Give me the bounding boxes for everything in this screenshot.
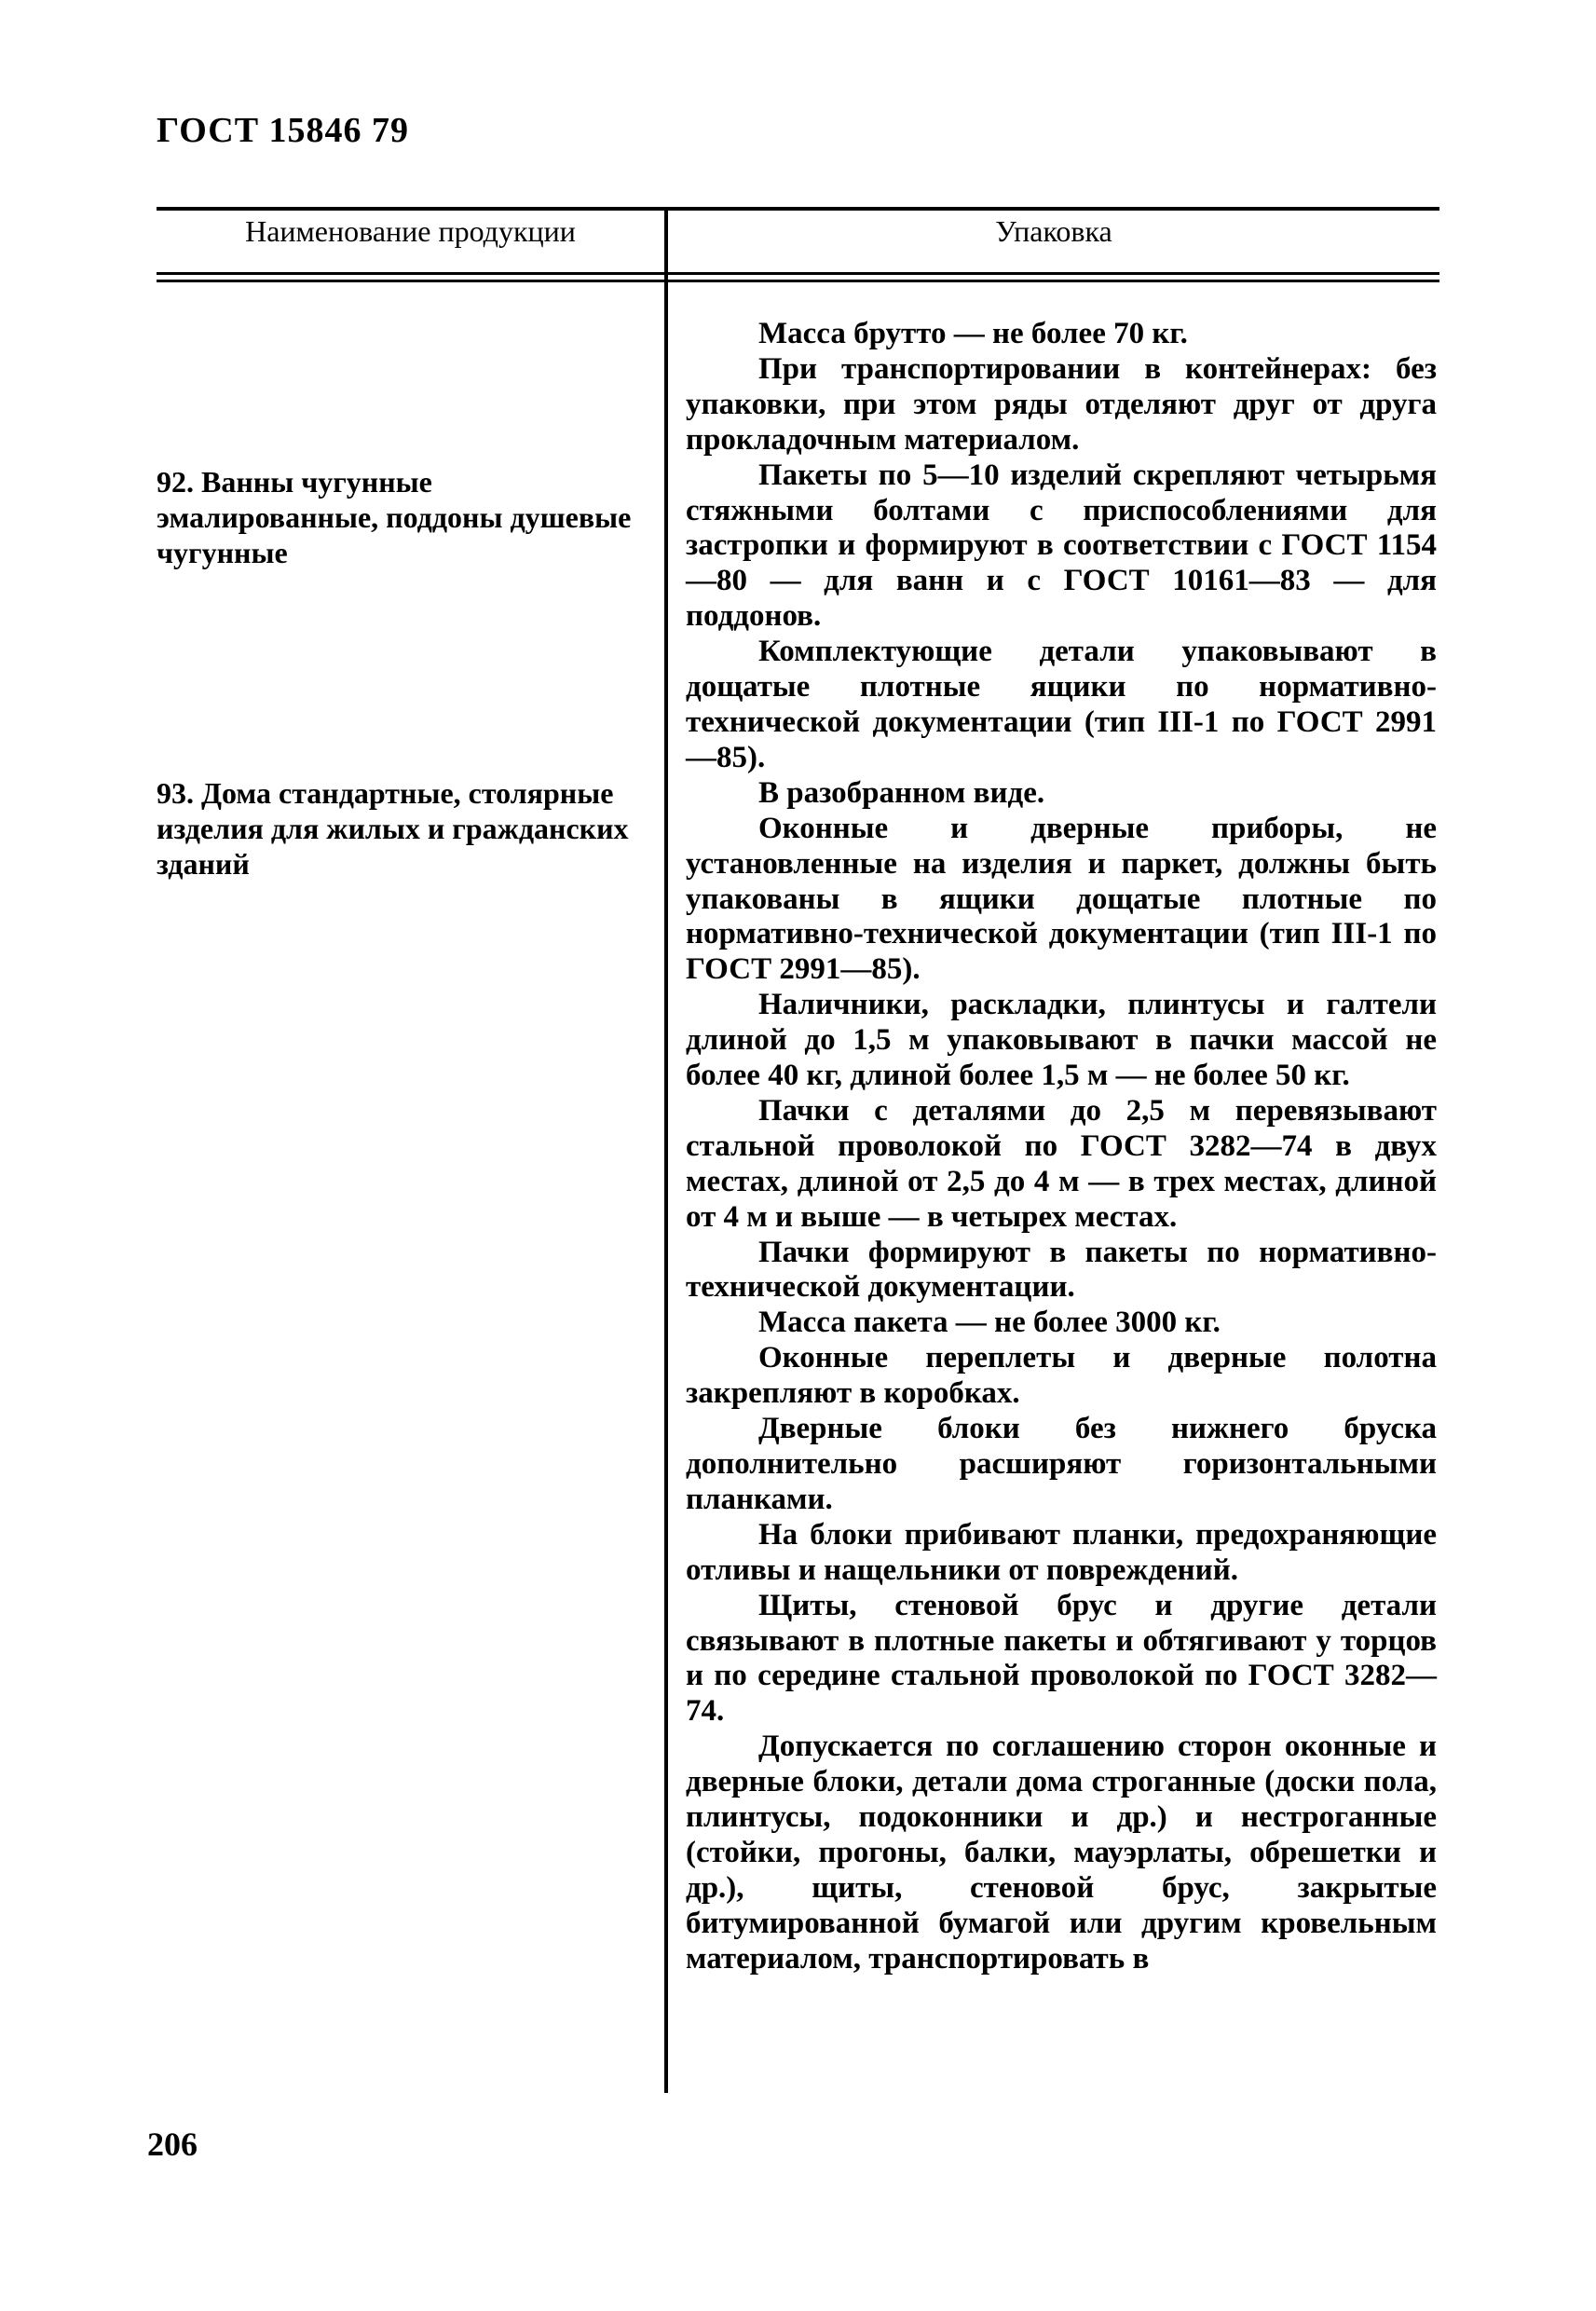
packaging-paragraph: Комплектующие детали упаковывают в дощатые плотные ящики по нормативно-технической документации (тип III-1 по ГОСТ 2991—85). xyxy=(686,635,1437,774)
document-header: ГОСТ 15846 79 xyxy=(157,111,410,150)
packaging-paragraph: Дверные блоки без нижнего бруска дополнительно расширяют горизонтальными планками. xyxy=(686,1412,1437,1516)
packaging-paragraph: Щиты, стеновой брус и другие детали связывают в плотные пакеты и обтягивают у торцов и по середине стальной проволокой по ГОСТ 3282—74. xyxy=(686,1588,1437,1729)
product-name-92: 92. Ванны чугунные эмалированные, поддоны душевые чугунные xyxy=(157,465,632,569)
packaging-paragraph: Масса брутто — не более 70 кг. xyxy=(758,317,1188,350)
packaging-column xyxy=(686,317,1437,1977)
packaging-paragraph: В разобранном виде. xyxy=(758,775,1045,810)
packaging-paragraph: Допускается по соглашению сторон оконные и дверные блоки, детали дома строганные (доски пола, плинтусы, подоконники и др.) и нестроганные (стойки, прогоны, балки, мауэрлаты, обрешетки и др.), щиты, стеновой брус, закрытые битумированной бумагой или другим кровельным материалом, транспортировать в xyxy=(686,1730,1437,1976)
packaging-paragraph: При транспортировании в контейнерах: без упаковки, при этом ряды отделяют друг от друга прокладочным материалом. xyxy=(686,351,1437,457)
page-number: 206 xyxy=(147,2126,198,2163)
column-header-packaging: Упаковка xyxy=(995,214,1112,248)
packaging-paragraph: Пакеты по 5—10 изделий скрепляют четырьмя стяжными болтами с приспособлениями для застропки и формируют в соответствии с ГОСТ 1154—80 — для ванн и с ГОСТ 10161—83 — для поддонов. xyxy=(686,458,1437,634)
packaging-paragraph: Пачки формируют в пакеты по нормативно-технической документации. xyxy=(686,1235,1437,1305)
header-rule-bottom xyxy=(157,280,1439,282)
column-divider xyxy=(664,211,668,2093)
packaging-paragraph: Оконные и дверные приборы, не установленные на изделия и паркет, должны быть упакованы в ящики дощатые плотные по нормативно-технической документации (тип III-1 по ГОСТ 2991—85). xyxy=(686,811,1437,987)
packaging-paragraph: Наличники, раскладки, плинтусы и галтели длиной до 1,5 м упаковывают в пачки массой не более 40 кг, длиной более 1,5 м — не более 50 кг. xyxy=(686,988,1437,1093)
product-entry-92 xyxy=(157,464,641,570)
header-rule-top xyxy=(157,272,1439,275)
column-header-product: Наименование продукции xyxy=(245,214,576,248)
table-top-rule xyxy=(157,207,1439,211)
product-entry-93 xyxy=(157,775,641,882)
packaging-paragraph: Пачки с деталями до 2,5 м перевязывают стальной проволокой по ГОСТ 3282—74 в двух местах, длиной от 2,5 до 4 м — в трех местах, длиной от 4 м и выше — в четырех местах. xyxy=(686,1093,1437,1234)
packaging-paragraph: Оконные переплеты и дверные полотна закрепляют в коробках. xyxy=(686,1341,1437,1411)
packaging-paragraph: На блоки прибивают планки, предохраняющие отливы и нащельники от повреждений. xyxy=(686,1517,1437,1587)
product-name-93: 93. Дома стандартные, столярные изделия для жилых и гражданских зданий xyxy=(157,776,629,881)
packaging-paragraph: Масса пакета — не более 3000 кг. xyxy=(758,1306,1221,1340)
